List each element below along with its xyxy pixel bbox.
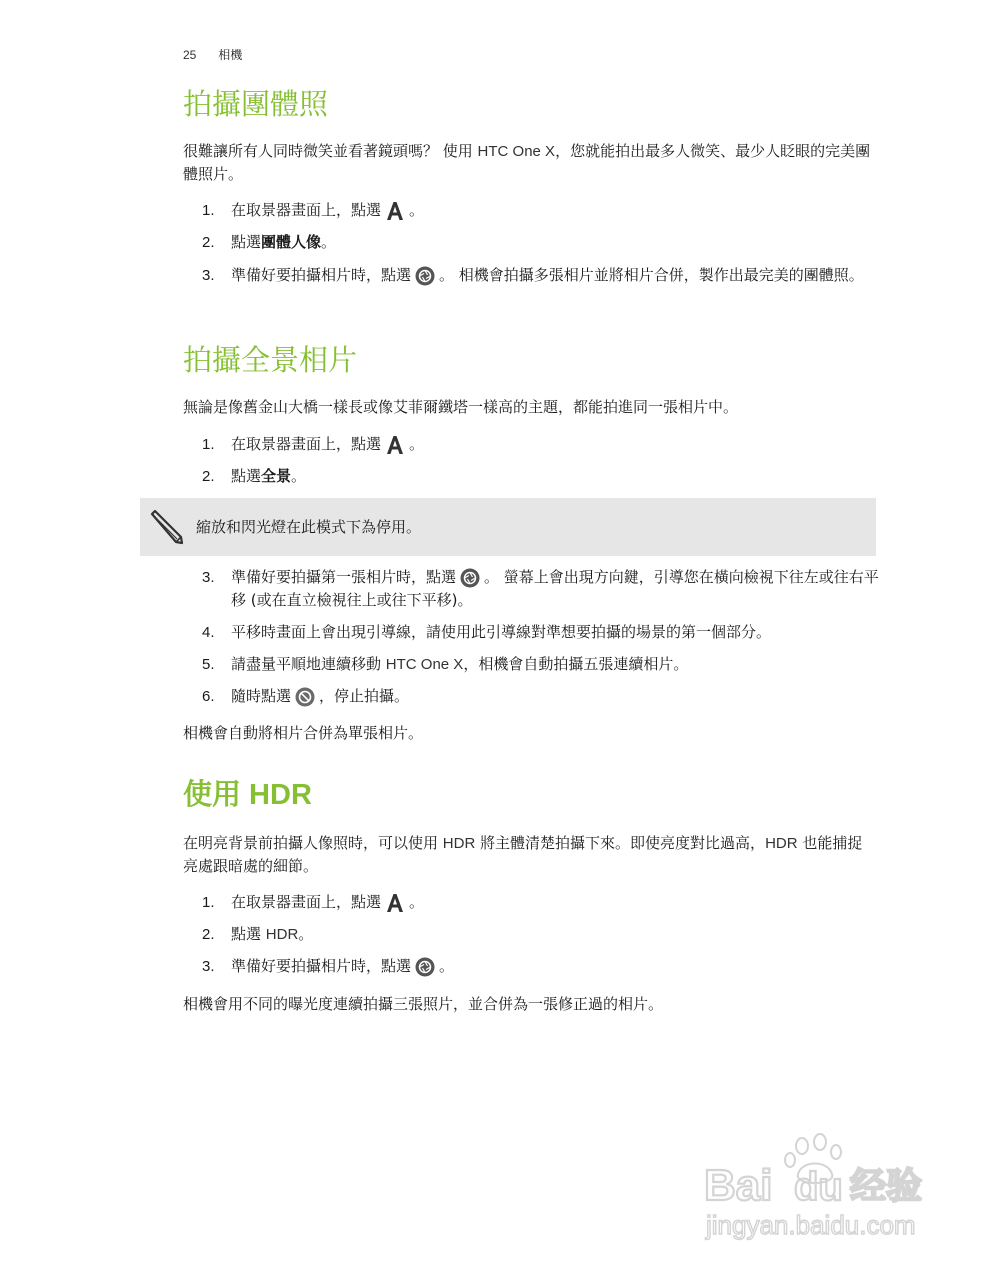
step-number: 3. (202, 958, 215, 975)
watermark-url: jingyan.baidu.com (706, 1210, 916, 1240)
mode-name-panorama: 全景 (261, 467, 292, 485)
step-number: 1. (202, 202, 215, 219)
mode-name-hdr: HDR (265, 926, 299, 943)
step-text-end: 。 (439, 957, 455, 975)
scene-a-icon (385, 435, 405, 455)
hdr-term: HDR (765, 835, 798, 852)
note-text: 縮放和閃光燈在此模式下為停用。 (196, 518, 422, 536)
section-title-panorama: 拍攝全景相片 (183, 343, 358, 377)
hdr-intro-text-2: 將主體清楚拍攝下來。即使亮度對比過高， (475, 834, 766, 852)
panorama-step-3 (202, 566, 891, 612)
hdr-intro (183, 832, 873, 878)
step-text: 在取景器畫面上，點選 (231, 435, 382, 453)
shutter-icon (415, 266, 435, 286)
panorama-step-6 (202, 685, 891, 708)
chapter-title: 相機 (218, 48, 243, 62)
step-text-end: 。 (291, 467, 307, 485)
pencil-icon (146, 508, 184, 550)
device-name: HTC One X (477, 143, 556, 160)
step-number: 2. (202, 234, 215, 251)
panorama-step-5 (202, 653, 891, 676)
step-text: 點選 (231, 467, 262, 485)
hdr-closing: 相機會用不同的曝光度連續拍攝三張照片，並合併為一張修正過的相片。 (183, 995, 664, 1013)
group-step-1 (202, 199, 891, 222)
step-text-end: ，停止拍攝。 (319, 687, 410, 705)
scene-a-icon (385, 893, 405, 913)
page-number: 25 (183, 48, 197, 62)
hdr-intro-text-3: 也能捕捉亮處跟暗處的細節。 (183, 834, 863, 875)
step-text: 在取景器畫面上，點選 (231, 893, 382, 911)
step-text-end: 。 相機會拍攝多張相片並將相片合併，製作出最完美的團體照。 (439, 266, 864, 284)
hdr-term: HDR (442, 835, 476, 852)
step-text-end: 。 (409, 435, 425, 453)
scene-a-icon (385, 201, 405, 221)
step-number: 4. (202, 624, 215, 641)
section-title-group: 拍攝團體照 (183, 87, 329, 121)
stop-icon (295, 687, 315, 707)
step-number: 5. (202, 656, 215, 673)
step-number: 2. (202, 926, 215, 943)
shutter-icon (460, 568, 480, 588)
section-title-hdr: 使用 HDR (183, 779, 312, 811)
step-text-end: 。 (409, 893, 425, 911)
step-text: 隨時點選 (231, 687, 292, 705)
step-number: 1. (202, 436, 215, 453)
group-step-3 (202, 264, 891, 287)
group-step-2 (202, 231, 891, 254)
step-text: 準備好要拍攝相片時，點選 (231, 957, 412, 975)
hdr-step-3 (202, 955, 891, 978)
step-text: 點選 (231, 925, 266, 943)
step-text-end: 。 (298, 925, 314, 943)
panorama-step-4 (202, 621, 891, 644)
step-text: 在取景器畫面上，點選 (231, 201, 382, 219)
group-intro-text-2: ，您就能拍出最多人微笑、最少人眨眼的完美團體照片。 (183, 142, 871, 183)
panorama-step-1 (202, 433, 891, 456)
mode-name-group-portrait: 團體人像 (261, 233, 322, 251)
device-name: HTC One X (385, 656, 464, 673)
baidu-watermark (690, 1130, 940, 1248)
watermark-brand-1: Bai (704, 1161, 773, 1210)
step-text-end: 。 (409, 201, 425, 219)
watermark-brand-2: du (794, 1165, 843, 1209)
step-number: 1. (202, 894, 215, 911)
step-number: 3. (202, 569, 215, 586)
hdr-step-2 (202, 923, 891, 946)
panorama-intro: 無論是像舊金山大橋一樣長或像艾菲爾鐵塔一樣高的主題，都能拍進同一張相片中。 (183, 398, 739, 416)
step-text-end: 。 (321, 233, 337, 251)
step-text: 點選 (231, 233, 262, 251)
step-text-end: 。 螢幕上會出現方向鍵，引導您在橫向檢視下往左或往右平移 (或在直立檢視往上或往下平移)。 (231, 568, 879, 609)
hdr-step-1 (202, 891, 891, 914)
hdr-intro-text-1: 在明亮背景前拍攝人像照時，可以使用 (183, 834, 443, 852)
step-text: 平移時畫面上會出現引導線，請使用此引導線對準想要拍攝的場景的第一個部分。 (231, 623, 772, 641)
step-number: 2. (202, 468, 215, 485)
shutter-icon (415, 957, 435, 977)
panorama-closing: 相機會自動將相片合併為單張相片。 (183, 724, 424, 742)
panorama-step-2 (202, 465, 891, 488)
step-text: 請盡量平順地連續移動 (231, 655, 386, 673)
step-number: 3. (202, 267, 215, 284)
group-intro (183, 140, 873, 186)
step-text-end: ，相機會自動拍攝五張連續相片。 (463, 655, 689, 673)
watermark-brand-cn: 经验 (850, 1166, 923, 1207)
page-header (183, 46, 242, 63)
step-text: 準備好要拍攝第一張相片時，點選 (231, 568, 457, 586)
step-text: 準備好要拍攝相片時，點選 (231, 266, 412, 284)
group-intro-text-1: 很難讓所有人同時微笑並看著鏡頭嗎？ 使用 (183, 142, 478, 160)
step-number: 6. (202, 688, 215, 705)
